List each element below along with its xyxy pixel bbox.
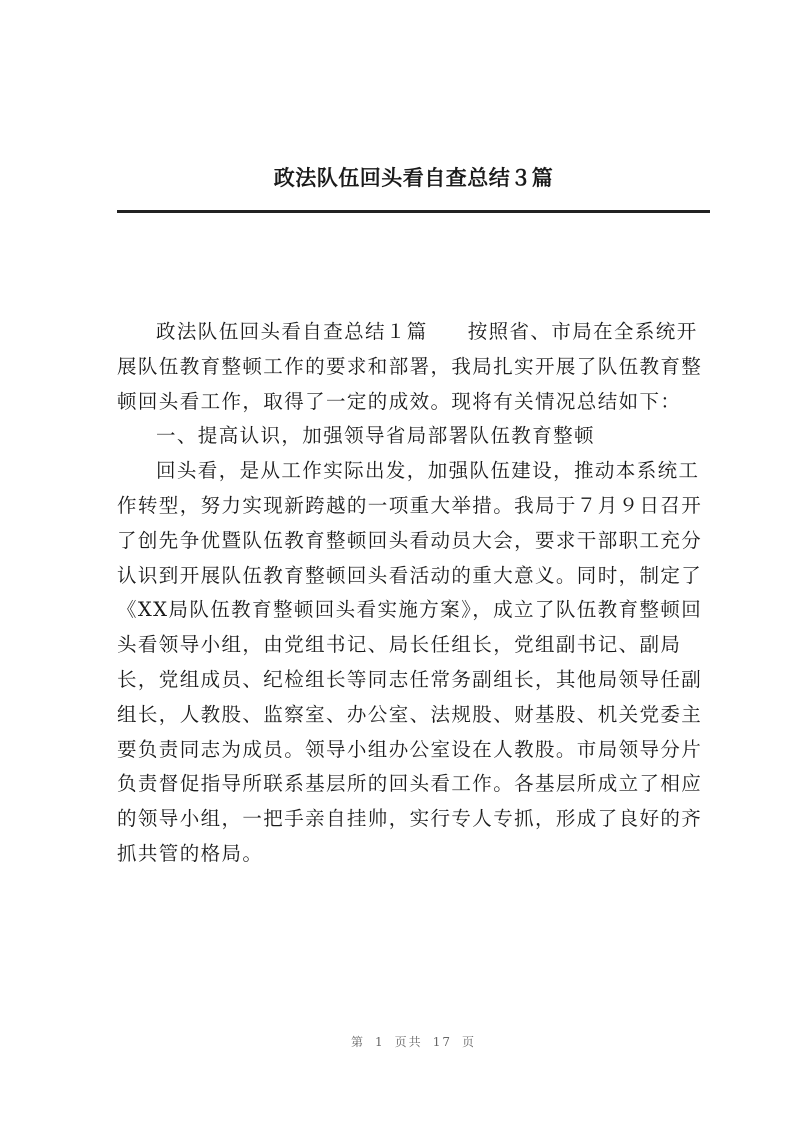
body-line-1 bbox=[117, 315, 710, 350]
document-body bbox=[117, 315, 710, 872]
body-line-7: 了创先争优暨队伍教育整顿回头看动员大会，要求干部职工充分 bbox=[117, 528, 703, 552]
document-title: 政法队伍回头看自查总结３篇 bbox=[273, 165, 554, 190]
body-line-13: 要负责同志为成员。领导小组办公室设在人教股。市局领导分片 bbox=[117, 737, 703, 761]
body-line-8: 认识到开展队伍教育整顿回头看活动的重大意义。同时，制定了 bbox=[117, 563, 703, 587]
body-line-6: 作转型，努力实现新跨越的一项重大举措。我局于７月９日召开 bbox=[117, 493, 703, 517]
page-footer bbox=[117, 1033, 710, 1050]
body-line-12: 组长，人教股、监察室、办公室、法规股、财基股、机关党委主 bbox=[117, 702, 703, 726]
body-line-2: 展队伍教育整顿工作的要求和部署，我局扎实开展了队伍教育整 bbox=[117, 354, 703, 378]
footer-page-middle: 页共 bbox=[394, 1035, 423, 1049]
body-line-4: 一、提高认识，加强领导省局部署队伍教育整顿 bbox=[156, 424, 595, 448]
body-line-11: 长，党组成员、纪检组长等同志任常务副组长，其他局领导任副 bbox=[117, 667, 703, 691]
title-divider bbox=[117, 210, 710, 213]
footer-page-total: 17 bbox=[432, 1035, 452, 1049]
body-line-3: 顿回头看工作，取得了一定的成效。现将有关情况总结如下： bbox=[117, 389, 682, 413]
body-line-text: 按照省、市局在全系统开 bbox=[467, 320, 698, 343]
body-line-10: 头看领导小组，由党组书记、局长任组长，党组副书记、副局 bbox=[117, 633, 682, 657]
body-line-5: 回头看，是从工作实际出发，加强队伍建设，推动本系统工 bbox=[156, 459, 700, 483]
footer-page-suffix: 页 bbox=[461, 1035, 476, 1049]
footer-page-prefix: 第 bbox=[351, 1035, 366, 1049]
body-line-14: 负责督促指导所联系基层所的回头看工作。各基层所成立了相应 bbox=[117, 772, 703, 796]
section-heading: 政法队伍回头看自查总结１篇 bbox=[156, 320, 428, 343]
body-line-16: 抓共管的格局。 bbox=[117, 841, 264, 865]
body-line-15: 的领导小组，一把手亲自挂帅，实行专人专抓，形成了良好的齐 bbox=[117, 807, 703, 831]
footer-page-current: 1 bbox=[375, 1035, 385, 1049]
body-line-9: 《XX局队伍教育整顿回头看实施方案》，成立了队伍教育整顿回 bbox=[117, 598, 703, 622]
